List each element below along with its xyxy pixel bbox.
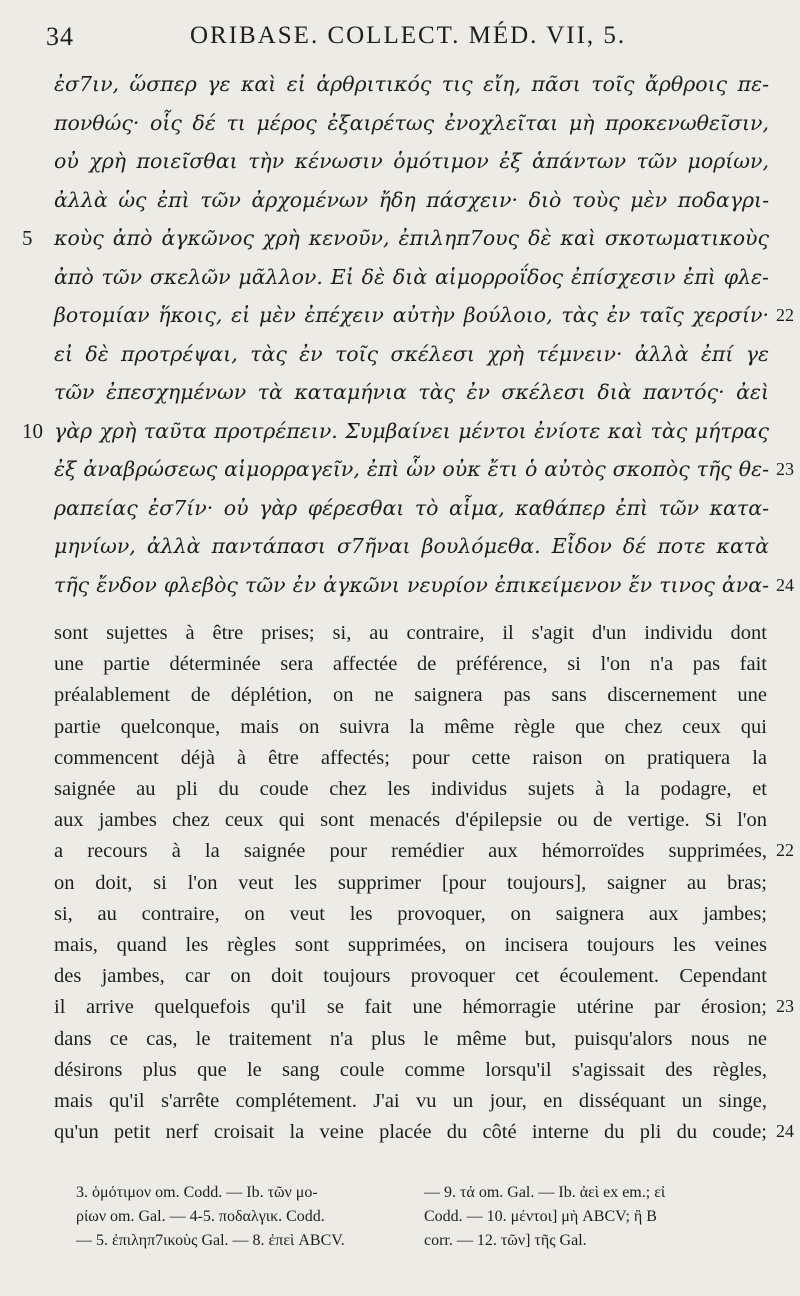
greek-line: οὐ χρὴ ποιεῖσθαι τὴν κένωσιν ὁμότιμον ἐξ ἁπάντων τῶν μορίων,	[54, 149, 769, 173]
greek-line: βοτομίαν ἥκοις, εἰ μὲν ἐπέχειν αὐτὴν βούλοιο, τὰς ἐν ταῖς χερσίν·	[54, 303, 769, 327]
running-title: ORIBASE. COLLECT. MÉD. VII, 5.	[190, 22, 627, 49]
greek-line: ἐξ ἀναβρώσεως αἱμορραγεῖν, ἐπὶ ὧν οὐκ ἔτι ὁ αὐτὸς σκοπὸς τῆς θε-	[54, 457, 769, 481]
french-line: préalablement de déplétion, on ne saignera pas sans discernement une	[54, 684, 767, 707]
french-line: aux jambes chez ceux qui sont menacés d'épilepsie ou de vertige. Si l'on	[54, 809, 767, 832]
greek-line-number: 10	[22, 418, 43, 443]
greek-line: ἐσ7ιν, ὥσπερ γε καὶ εἰ ἀρθριτικός τις εἴη, πᾶσι τοῖς ἄρθροις πε-	[54, 72, 769, 96]
greek-line: μηνίων, ἀλλὰ παντάπασι σ7ῆναι βουλόμεθα. Εἶδον δέ ποτε κατὰ	[54, 534, 769, 558]
greek-line: ἀπὸ τῶν σκελῶν μᾶλλον. Εἰ δὲ διὰ αἱμορροΐδος ἐπίσχεσιν ἐπὶ φλε-	[54, 264, 769, 289]
footnote-line-right: — 9. τά om. Gal. — Ib. ἀεὶ ex em.; εἰ	[424, 1184, 666, 1201]
french-line: saignée au pli du coude chez les individus sujets à la podagre, et	[54, 778, 767, 800]
greek-line: γὰρ χρὴ ταῦτα προτρέπειν. Συμβαίνει μέντοι ἐνίοτε καὶ τὰς μήτρας	[54, 418, 769, 443]
french-margin-ref: 22	[776, 840, 794, 861]
french-line: si, au contraire, on veut les provoquer, on saignera aux jambes;	[54, 902, 767, 925]
footnote-line-left: — 5. ἐπιληπ7ικοὺς Gal. — 8. ἐπεὶ ABCV.	[76, 1232, 345, 1249]
french-line: mais, quand les règles sont supprimées, on incisera toujours les veines	[54, 934, 767, 956]
french-line: on doit, si l'on veut les supprimer [pour toujours], saigner au bras;	[54, 871, 767, 894]
french-line: mais qu'il s'arrête complétement. J'ai vu un jour, en disséquant un singe,	[54, 1090, 767, 1112]
french-line: sont sujettes à être prises; si, au contraire, il s'agit d'un individu dont	[54, 622, 767, 644]
french-line: commencent déjà à être affectés; pour cette raison on pratiquera la	[54, 746, 767, 769]
french-line: qu'un petit nerf croisait la veine placée du côté interne du pli du coude;	[54, 1121, 767, 1144]
french-line: a recours à la saignée pour remédier aux hémorroïdes supprimées,	[54, 840, 767, 863]
greek-line: ραπείας ἐσ7ίν· οὐ γὰρ φέρεσθαι τὸ αἷμα, καθάπερ ἐπὶ τῶν κατα-	[54, 495, 769, 520]
french-line: une partie déterminée sera affectée de préférence, si l'on n'a pas fait	[54, 653, 767, 676]
french-line: partie quelconque, mais on suivra la même règle que chez ceux qui	[54, 715, 767, 738]
greek-line: πονθώς· οἷς δέ τι μέρος ἐξαιρέτως ἐνοχλεῖται μὴ προκενωθεῖσιν,	[54, 110, 769, 135]
greek-margin-ref: 23	[776, 459, 794, 479]
french-margin-ref: 23	[776, 996, 794, 1017]
greek-line: κοὺς ἀπὸ ἀγκῶνος χρὴ κενοῦν, ἐπιληπ7ους δὲ καὶ σκοτωματικοὺς	[54, 226, 769, 250]
footnote-line-right: corr. — 12. τῶν] τῆς Gal.	[424, 1232, 587, 1249]
greek-line: τῆς ἔνδον φλεβὸς τῶν ἐν ἀγκῶνι νευρίον ἐπικείμενον ἔν τινος ἀνα-	[54, 572, 769, 597]
french-line: il arrive quelquefois qu'il se fait une hémorragie utérine par érosion;	[54, 996, 767, 1019]
french-line: dans ce cas, le traitement n'a plus le même but, puisqu'alors nous ne	[54, 1027, 767, 1050]
greek-margin-ref: 22	[776, 305, 794, 325]
greek-margin-ref: 24	[776, 574, 794, 595]
page-number: 34	[46, 22, 74, 51]
french-margin-ref: 24	[776, 1121, 794, 1142]
footnote-line-right: Codd. — 10. μέντοι] μὴ ABCV; ἢ B	[424, 1208, 657, 1225]
greek-line: εἰ δὲ προτρέψαι, τὰς ἐν τοῖς σκέλεσι χρὴ τέμνειν· ἀλλὰ ἐπί γε	[54, 341, 769, 366]
footnote-line-left: ρίων om. Gal. — 4-5. ποδαλγικ. Codd.	[76, 1208, 325, 1225]
greek-line-number: 5	[22, 226, 33, 250]
greek-line: ἀλλὰ ὡς ἐπὶ τῶν ἀρχομένων ἤδη πάσχειν· διὸ τοὺς μὲν ποδαγρι-	[54, 187, 769, 212]
page-header	[0, 18, 800, 54]
french-line: des jambes, car on doit toujours provoquer cet écoulement. Cependant	[54, 965, 767, 988]
greek-line: τῶν ἐπεσχημένων τὰ καταμήνια τὰς ἐν σκέλεσι διὰ παντός· ἀεὶ	[54, 380, 769, 404]
french-line: désirons plus que le sang coule comme lorsqu'il s'agissait des règles,	[54, 1058, 767, 1081]
footnote-line-left: 3. ὁμότιμον om. Codd. — Ib. τῶν μο-	[76, 1184, 318, 1201]
